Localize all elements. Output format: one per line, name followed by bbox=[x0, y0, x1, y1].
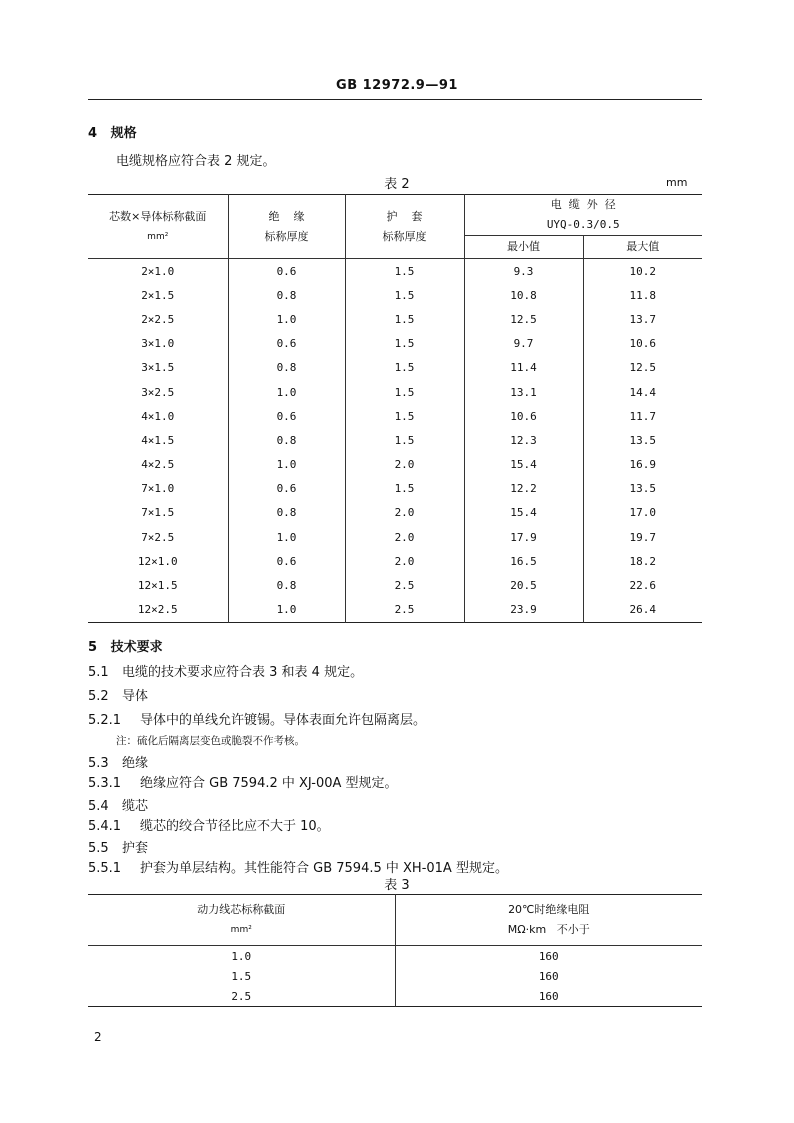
table-cell: 1.0 bbox=[228, 380, 345, 404]
table-cell: 14.4 bbox=[629, 385, 656, 399]
clause-text: 绝缘 bbox=[122, 756, 149, 771]
section-line bbox=[88, 685, 148, 704]
table-cell: 13.1 bbox=[464, 380, 583, 404]
table-3-header-resistance-unit: MΩ·km 不小于 bbox=[507, 923, 590, 936]
section-line bbox=[88, 837, 148, 856]
table-cell: 11.8 bbox=[629, 288, 656, 302]
table-row bbox=[88, 501, 702, 525]
table-cell: 2.5 bbox=[345, 573, 464, 597]
clause-number: 5.5 bbox=[88, 841, 109, 856]
table-cell: 1.0 bbox=[228, 598, 345, 623]
table-2-header-insulation-label: 绝 缘 bbox=[268, 209, 305, 223]
table-cell: 22.6 bbox=[629, 579, 656, 593]
clause-text: 缆芯的绞合节径比应不大于 10。 bbox=[140, 819, 330, 834]
table-row bbox=[88, 986, 702, 1007]
table-2 bbox=[88, 194, 702, 623]
clause-text: 导体中的单线允许镀锡。导体表面允许包隔离层。 bbox=[140, 713, 427, 728]
section-5-title: 技术要求 bbox=[110, 640, 163, 655]
table-cell: 10.8 bbox=[464, 283, 583, 307]
table-cell: 160 bbox=[538, 989, 559, 1003]
table-row bbox=[88, 453, 702, 477]
table-row bbox=[88, 966, 702, 986]
table-row bbox=[88, 259, 702, 284]
clause-number: 5.2.1 bbox=[88, 713, 122, 728]
table-cell: 1.5 bbox=[345, 259, 464, 284]
table-cell: 11.7 bbox=[629, 409, 656, 423]
section-4-heading bbox=[88, 122, 137, 141]
page-number: 2 bbox=[94, 1030, 102, 1044]
table-3-header-section bbox=[88, 895, 395, 946]
table-2-header-insulation-sub: 标称厚度 bbox=[264, 229, 309, 243]
table-cell: 2.5 bbox=[88, 986, 395, 1007]
table-cell: 2.0 bbox=[345, 525, 464, 549]
table-cell: 1.0 bbox=[228, 453, 345, 477]
table-cell: 2.0 bbox=[345, 501, 464, 525]
section-line bbox=[88, 795, 148, 814]
document-code: GB 12972.9—91 bbox=[336, 78, 458, 93]
table-cell: 12.2 bbox=[464, 477, 583, 501]
table-3-caption: 表 3 bbox=[384, 878, 410, 893]
section-4-title: 规格 bbox=[110, 126, 137, 141]
clause-number: 5.4 bbox=[88, 799, 109, 814]
table-cell: 9.3 bbox=[464, 259, 583, 284]
table-cell: 2.0 bbox=[345, 549, 464, 573]
clause-text: 导体 bbox=[122, 689, 149, 704]
table-cell: 0.8 bbox=[228, 573, 345, 597]
table-cell: 2×1.0 bbox=[88, 259, 228, 284]
section-line bbox=[88, 772, 398, 791]
clause-text: 电缆的技术要求应符合表 3 和表 4 规定。 bbox=[122, 665, 364, 680]
table-cell: 13.7 bbox=[629, 312, 656, 326]
clause-text: 护套为单层结构。其性能符合 GB 7594.5 中 XH-01A 型规定。 bbox=[140, 861, 508, 876]
section-5-note: 注：硫化后隔离层变色或脆裂不作考核。 bbox=[116, 735, 305, 747]
table-cell: 0.6 bbox=[228, 259, 345, 284]
table-2-header-spec-unit: mm² bbox=[147, 231, 169, 242]
table-2-header-min: 最小值 bbox=[464, 236, 583, 259]
table-row bbox=[88, 573, 702, 597]
table-cell: 12×1.5 bbox=[88, 573, 228, 597]
table-row bbox=[88, 428, 702, 452]
table-cell: 12.3 bbox=[464, 428, 583, 452]
table-row bbox=[88, 525, 702, 549]
clause-number: 5.4.1 bbox=[88, 819, 122, 834]
table-cell: 0.6 bbox=[228, 549, 345, 573]
table-cell: 1.5 bbox=[345, 477, 464, 501]
table-cell: 10.6 bbox=[464, 404, 583, 428]
table-cell: 1.5 bbox=[345, 356, 464, 380]
table-2-header-sheath bbox=[345, 195, 464, 259]
table-2-header-max: 最大值 bbox=[583, 236, 702, 259]
table-2-unit: mm bbox=[666, 176, 688, 189]
table-cell: 12.5 bbox=[629, 361, 656, 375]
table-2-header-diameter-type: UYQ-0.3/0.5 bbox=[546, 218, 620, 231]
table-cell: 0.8 bbox=[228, 356, 345, 380]
table-row bbox=[88, 307, 702, 331]
table-3-header-section-unit: mm² bbox=[230, 925, 252, 935]
table-2-header-sheath-sub: 标称厚度 bbox=[382, 229, 427, 243]
table-cell: 4×1.0 bbox=[88, 404, 228, 428]
clause-number: 5.3 bbox=[88, 756, 109, 771]
clause-number: 5.1 bbox=[88, 665, 109, 680]
table-cell: 12×2.5 bbox=[88, 598, 228, 623]
table-cell: 1.5 bbox=[88, 966, 395, 986]
table-cell: 18.2 bbox=[629, 554, 656, 568]
table-cell: 0.8 bbox=[228, 428, 345, 452]
table-row bbox=[88, 477, 702, 501]
table-cell: 15.4 bbox=[464, 501, 583, 525]
clause-text: 缆芯 bbox=[122, 799, 149, 814]
table-3-header-resistance-label: 20℃时绝缘电阻 bbox=[508, 903, 590, 916]
table-cell: 2×2.5 bbox=[88, 307, 228, 331]
table-cell: 4×1.5 bbox=[88, 428, 228, 452]
table-3-body bbox=[88, 946, 702, 1007]
table-cell: 13.5 bbox=[629, 433, 656, 447]
table-row bbox=[88, 404, 702, 428]
table-cell: 1.0 bbox=[228, 307, 345, 331]
table-cell: 26.4 bbox=[629, 603, 656, 617]
table-cell: 160 bbox=[538, 949, 559, 963]
table-cell: 160 bbox=[538, 969, 559, 983]
table-cell: 2.0 bbox=[345, 453, 464, 477]
table-cell: 10.6 bbox=[629, 337, 656, 351]
header-rule bbox=[88, 99, 702, 100]
clause-number: 5.3.1 bbox=[88, 776, 122, 791]
table-2-header-diameter-label: 电 缆 外 径 bbox=[550, 198, 616, 211]
table-row bbox=[88, 598, 702, 623]
table-cell: 0.8 bbox=[228, 283, 345, 307]
table-cell: 20.5 bbox=[464, 573, 583, 597]
table-2-header-sheath-label: 护 套 bbox=[386, 209, 423, 223]
table-cell: 11.4 bbox=[464, 356, 583, 380]
table-2-header-diameter bbox=[464, 195, 702, 236]
table-cell: 12.5 bbox=[464, 307, 583, 331]
section-line bbox=[88, 661, 363, 680]
table-2-header-spec-label: 芯数×导体标称截面 bbox=[109, 209, 207, 223]
table-cell: 3×1.0 bbox=[88, 332, 228, 356]
table-cell: 9.7 bbox=[464, 332, 583, 356]
table-cell: 4×2.5 bbox=[88, 453, 228, 477]
section-line bbox=[88, 815, 330, 834]
table-cell: 1.5 bbox=[345, 404, 464, 428]
table-cell: 23.9 bbox=[464, 598, 583, 623]
table-cell: 0.6 bbox=[228, 332, 345, 356]
section-4-intro: 电缆规格应符合表 2 规定。 bbox=[116, 154, 276, 169]
section-5-heading bbox=[88, 636, 163, 655]
table-row bbox=[88, 283, 702, 307]
table-2-header-spec bbox=[88, 195, 228, 259]
table-row bbox=[88, 356, 702, 380]
table-cell: 1.5 bbox=[345, 307, 464, 331]
table-cell: 2×1.5 bbox=[88, 283, 228, 307]
table-2-caption: 表 2 bbox=[384, 177, 410, 192]
table-row bbox=[88, 332, 702, 356]
table-3-header-section-label: 动力线芯标称截面 bbox=[197, 903, 286, 916]
clause-text: 护套 bbox=[122, 841, 149, 856]
table-cell: 16.9 bbox=[629, 458, 656, 472]
section-line bbox=[88, 752, 148, 771]
table-cell: 2.5 bbox=[345, 598, 464, 623]
table-cell: 3×1.5 bbox=[88, 356, 228, 380]
table-cell: 1.5 bbox=[345, 332, 464, 356]
table-cell: 0.8 bbox=[228, 501, 345, 525]
table-3-header-resistance bbox=[395, 895, 702, 946]
table-cell: 1.5 bbox=[345, 283, 464, 307]
table-cell: 1.0 bbox=[228, 525, 345, 549]
table-cell: 0.6 bbox=[228, 477, 345, 501]
table-cell: 0.6 bbox=[228, 404, 345, 428]
table-cell: 7×2.5 bbox=[88, 525, 228, 549]
section-4-number: 4 bbox=[88, 126, 98, 141]
section-5-number: 5 bbox=[88, 640, 98, 655]
table-cell: 16.5 bbox=[464, 549, 583, 573]
table-cell: 10.2 bbox=[629, 264, 656, 278]
table-cell: 1.5 bbox=[345, 380, 464, 404]
table-row bbox=[88, 549, 702, 573]
table-cell: 13.5 bbox=[629, 482, 656, 496]
table-cell: 15.4 bbox=[464, 453, 583, 477]
table-2-body bbox=[88, 259, 702, 623]
table-cell: 7×1.5 bbox=[88, 501, 228, 525]
table-row bbox=[88, 380, 702, 404]
table-2-header-insulation bbox=[228, 195, 345, 259]
clause-number: 5.5.1 bbox=[88, 861, 122, 876]
table-cell: 17.0 bbox=[629, 506, 656, 520]
table-3 bbox=[88, 894, 702, 1007]
section-line bbox=[88, 709, 426, 728]
table-cell: 19.7 bbox=[629, 530, 656, 544]
table-cell: 7×1.0 bbox=[88, 477, 228, 501]
table-cell: 12×1.0 bbox=[88, 549, 228, 573]
clause-text: 绝缘应符合 GB 7594.2 中 XJ-00A 型规定。 bbox=[140, 776, 398, 791]
table-cell: 3×2.5 bbox=[88, 380, 228, 404]
table-cell: 17.9 bbox=[464, 525, 583, 549]
table-cell: 1.0 bbox=[88, 946, 395, 967]
clause-number: 5.2 bbox=[88, 689, 109, 704]
table-cell: 1.5 bbox=[345, 428, 464, 452]
table-row bbox=[88, 946, 702, 967]
